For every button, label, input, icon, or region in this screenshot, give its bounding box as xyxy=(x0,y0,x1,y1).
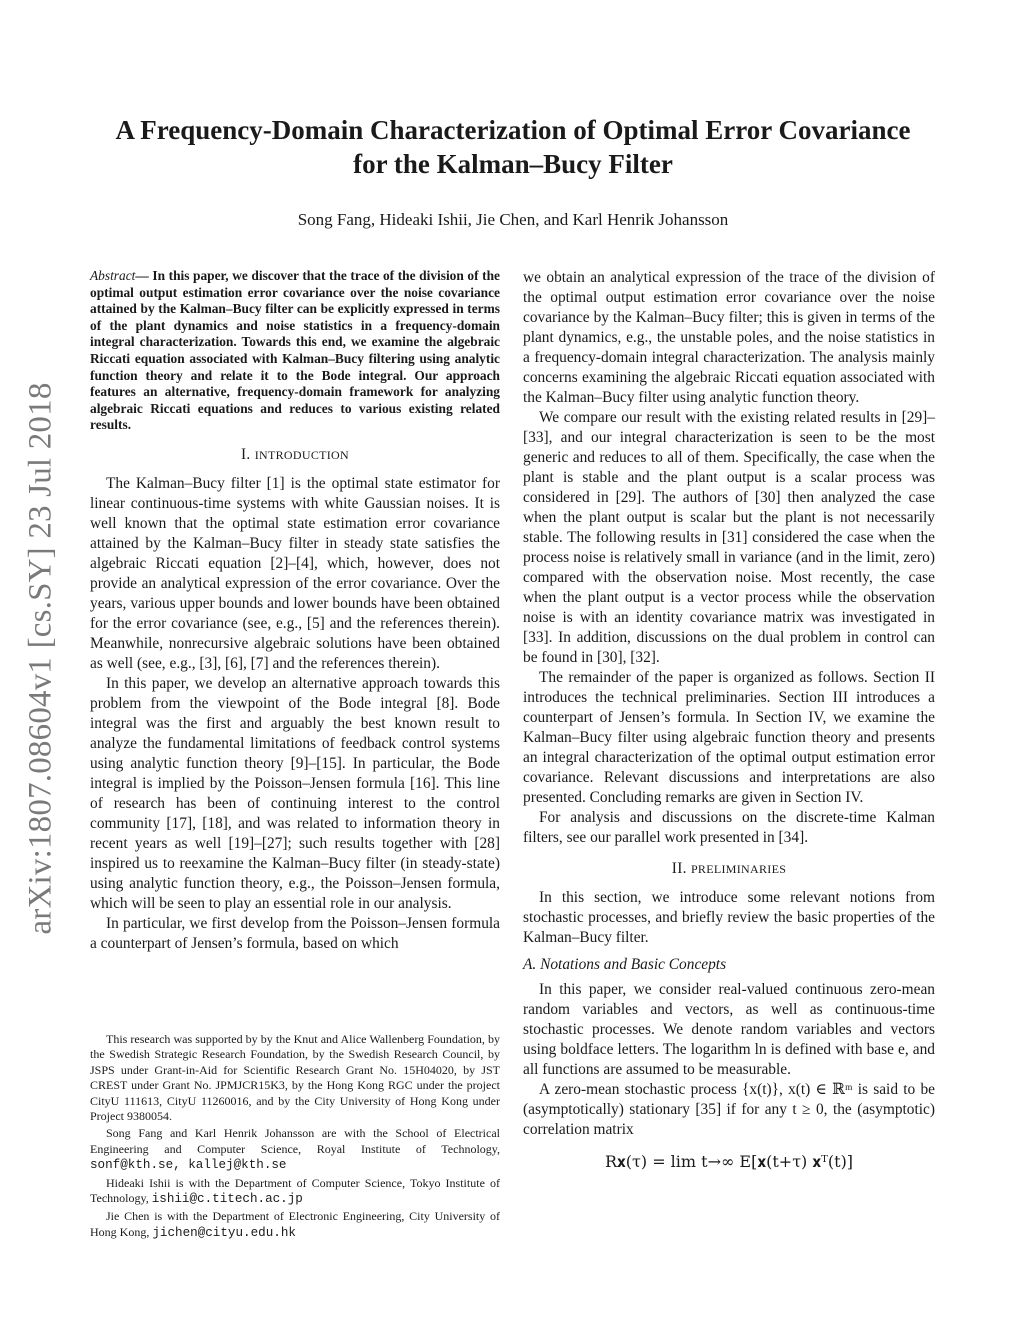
footnote-cityu-text: Jie Chen is with the Department of Electronic Engineering, City University of Hong Kong, xyxy=(90,1209,500,1239)
intro-paragraph-4: We compare our result with the existing related results in [29]–[33], and our integral characterization is seen to be the most generic and reduces to all of them. Specifically, the case when the plant is stable and the plant output is a scalar process was considered in [29]. The authors of [30] then analyzed the case when the plant output is scalar but the plant is not necessarily stable. The following results in [31] considered the case when the process noise is relatively small in variance (and in the limit, zero) compared with the observation noise. Most recently, the case when the plant output is a vector process while the observation noise is with an identity covariance matrix was investigated in [33]. In addition, discussions on the dual problem in control can be found in [30], [32]. xyxy=(523,409,935,666)
footnote-kth-email[interactable]: sonf@kth.se, kallej@kth.se xyxy=(90,1158,287,1173)
left-column xyxy=(90,268,500,954)
section-heading-preliminaries xyxy=(523,860,935,878)
footnote-tokyo-affiliation xyxy=(90,1176,500,1208)
section-2-numeral: II. xyxy=(671,860,691,877)
footnote-kth-affiliation xyxy=(90,1126,500,1173)
subsection-heading-notations: A. Notations and Basic Concepts xyxy=(523,956,727,973)
footnote-cityu-affiliation xyxy=(90,1209,500,1241)
author-list: Song Fang, Hideaki Ishii, Jie Chen, and Karl Henrik Johansson xyxy=(297,210,729,229)
paper-title-line-1: A Frequency-Domain Characterization of Optimal Error Covariance xyxy=(115,115,911,145)
notations-paragraph-1: In this paper, we consider real-valued continuous zero-mean random variables and vectors, as well as continuous-time stochastic processes. We denote random variables and vectors using boldface letters. The logarithm ln is defined with base e, and all functions are assumed to be measurable. xyxy=(523,981,935,1078)
paper-title-line-2: for the Kalman–Bucy Filter xyxy=(353,149,673,179)
intro-paragraph-1: The Kalman–Bucy filter [1] is the optimal state estimator for linear continuous-time systems with white Gaussian noises. It is well known that the optimal state estimation error covariance attained by the Kalman–Bucy filter in steady state satisfies the algebraic Riccati equation [2]–[4], which, however, does not provide an analytical expression of the error covariance. Over the years, various upper bounds and lower bounds have been obtained for the error covariance (see, e.g., [5] and the references therein). Meanwhile, nonrecursive algebraic solutions have been obtained as well (see, e.g., [3], [6], [7] and the references therein). xyxy=(90,474,500,672)
footnotes xyxy=(90,1032,500,1243)
intro-paragraph-6: For analysis and discussions on the discrete-time Kalman filters, see our parallel work presented in [34]. xyxy=(523,809,935,846)
preliminaries-intro: In this section, we introduce some relevant notions from stochastic processes, and briefly review the basic properties of the Kalman–Bucy filter. xyxy=(523,889,935,946)
paper-title xyxy=(80,113,946,181)
arxiv-identifier-stamp xyxy=(18,368,64,948)
intro-continuation: we obtain an analytical expression of the trace of the division of the optimal output estimation error covariance over the noise covariance by the Kalman–Bucy filter; this is given in terms of the plant dynamics, e.g., the unstable poles, and the noise statistics in a frequency-domain integral characterization. The analysis mainly concerns examining the algebraic Riccati equation associated with the Kalman–Bucy filter using analytic function theory. xyxy=(523,269,935,406)
intro-paragraph-2: In this paper, we develop an alternative approach towards this problem from the viewpoint of the Bode integral [8]. Bode integral was the first and arguably the best known result to analyze the fundamental limitations of feedback control systems using analytic function theory [9]–[15]. In particular, the Bode integral is implied by the Poisson–Jensen formula [16]. This line of research has been of continuing interest to the control community [17], [18], and was related to information theory in recent years as well [19]–[27]; such results together with [28] inspired us to reexamine the Kalman–Bucy filter (in steady-state) using analytic function theory, e.g., the Poisson–Jensen formula, which will be seen to play an essential role in our analysis. xyxy=(90,674,500,912)
footnote-tokyo-text: Hideaki Ishii is with the Department of Computer Science, Tokyo Institute of Technology, xyxy=(90,1175,500,1206)
abstract xyxy=(90,268,500,434)
footnote-funding: This research was supported by by the Knut and Alice Wallenberg Foundation, by the Swedish Strategic Research Foundation, by the Swedish Research Council, by JSPS under Grant-in-Aid for Scientific Research Grant No. 15H04020, by JST CREST under Grant No. JPMJCR15K3, by the Hong Kong RGC under the project CityU 111613, CityU 11260016, and by the City University of Hong Kong under Project 9380054. xyxy=(90,1032,500,1124)
section-1-title: INTRODUCTION xyxy=(254,447,349,462)
footnote-tokyo-email[interactable]: ishii@c.titech.ac.jp xyxy=(151,1192,303,1207)
section-1-numeral: I. xyxy=(241,445,255,463)
section-heading-introduction xyxy=(90,446,500,464)
abstract-label: Abstract xyxy=(90,268,136,283)
intro-paragraph-5: The remainder of the paper is organized as follows. Section II introduces the technical preliminaries. Section III introduces a counterpart of Jensen’s formula. In Section IV, we examine the Kalman–Bucy filter using algebraic function theory and presents an integral characterization of the optimal output estimation error covariance. Relevant discussions and interpretations are also presented. Concluding remarks are given in Section IV. xyxy=(523,669,935,806)
abstract-text: — In this paper, we discover that the trace of the division of the optimal output estimation error covariance over the noise covariance attained by the Kalman–Bucy filter can be explicitly expressed in terms of the plant dynamics and noise statistics in a frequency-domain integral characterization. Towards this end, we examine the algebraic Riccati equation associated with Kalman–Bucy filtering using analytic function theory and relate it to the Bode integral. Our approach features an alternative, frequency-domain framework for analyzing algebraic Riccati equations and reduces to various existing related results. xyxy=(90,268,500,433)
right-column xyxy=(523,268,935,1172)
intro-paragraph-3: In particular, we first develop from the Poisson–Jensen formula a counterpart of Jensen’s formula, based on which xyxy=(90,914,500,952)
notations-paragraph-2: A zero-mean stochastic process {x(t)}, x(t) ∈ ℝᵐ is said to be (asymptotically) stationary [35] if for any t ≥ 0, the (asymptotic) correlation matrix xyxy=(523,1081,935,1138)
footnote-kth-text: Song Fang and Karl Henrik Johansson are with the School of Electrical Engineering and Computer Science, Royal Institute of Technology, xyxy=(90,1126,500,1156)
section-2-title: PRELIMINARIES xyxy=(690,862,787,876)
footnote-cityu-email[interactable]: jichen@cityu.edu.hk xyxy=(152,1225,296,1240)
correlation-matrix-equation: R𝐱(τ) = lim t→∞ E[𝐱(t+τ) 𝐱ᵀ(t)] xyxy=(604,1152,854,1171)
arxiv-identifier-text: arXiv:1807.08604v1 [cs.SY] 23 Jul 2018 xyxy=(22,381,59,935)
